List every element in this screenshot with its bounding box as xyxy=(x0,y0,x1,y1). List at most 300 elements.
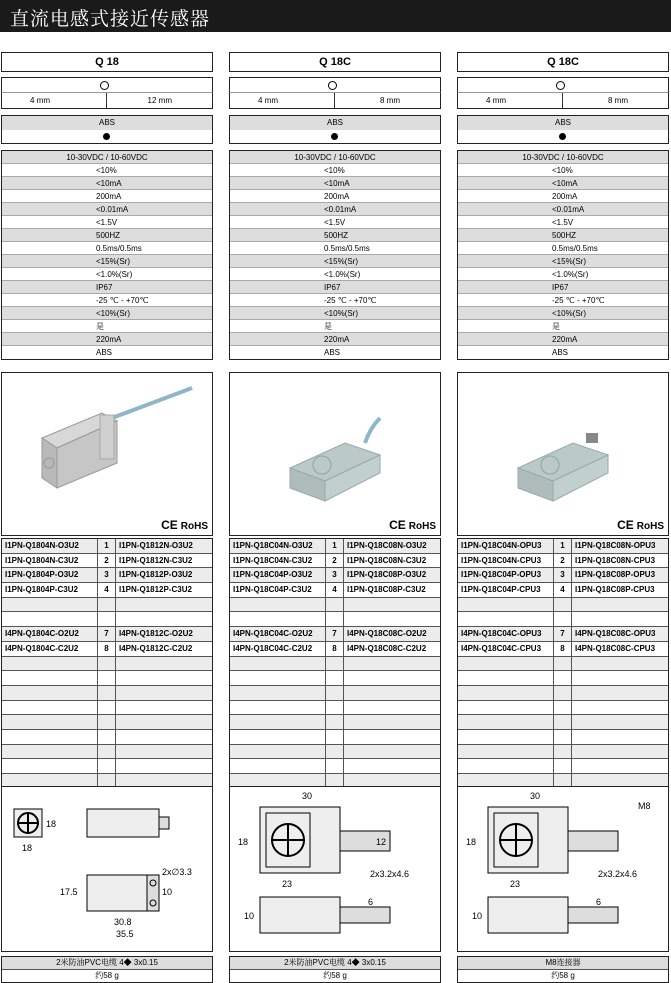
table-row xyxy=(230,568,440,583)
table-row xyxy=(458,642,668,657)
model-code-a: I1PN-Q1804P-O3U2 xyxy=(2,568,98,582)
model-code-a xyxy=(2,715,98,729)
ring-icon xyxy=(100,81,109,90)
weight: 约58 g xyxy=(551,971,575,980)
model-code-b: I4PN-Q18C08C-OPU3 xyxy=(575,629,656,639)
spec-row: <10% xyxy=(458,164,668,177)
model-code-b: I1PN-Q18C08P-C3U2 xyxy=(347,585,426,595)
model-table xyxy=(1,538,213,804)
spec-row: 500HZ xyxy=(230,229,440,242)
wiring-number xyxy=(326,686,344,700)
spec-row: 0.5ms/0.5ms xyxy=(230,242,440,255)
table-row xyxy=(230,642,440,657)
product-column xyxy=(457,0,669,982)
wiring-number: 2 xyxy=(98,554,116,568)
model-code-a: I4PN-Q18C04C-C2U2 xyxy=(230,642,326,656)
spec-row: 200mA xyxy=(458,190,668,203)
wiring-number: 1 xyxy=(326,539,344,553)
model-code-a xyxy=(2,686,98,700)
divider xyxy=(334,93,335,108)
spec-row: <1.0%(Sr) xyxy=(230,268,440,281)
drawing-q18c xyxy=(230,787,440,951)
table-row xyxy=(458,745,668,760)
model-code-a xyxy=(230,657,326,671)
sense-flush: 4 mm xyxy=(30,96,50,105)
model-code-a: I4PN-Q18C04C-OPU3 xyxy=(458,627,554,641)
spec-table xyxy=(229,150,441,360)
model-code-b xyxy=(572,671,668,685)
ring-icon xyxy=(328,81,337,90)
sense-nonflush: 12 mm xyxy=(147,96,172,105)
table-row xyxy=(2,627,212,642)
model-code-a: I1PN-Q1804P-C3U2 xyxy=(2,583,98,597)
table-row xyxy=(2,715,212,730)
dim-18: 18 xyxy=(238,837,249,847)
wiring-number xyxy=(326,759,344,773)
table-row xyxy=(458,759,668,774)
model-code-a: I4PN-Q18C04C-CPU3 xyxy=(458,642,554,656)
model-code-a: I1PN-Q18C04N-C3U2 xyxy=(230,554,326,568)
dim-12: 12 xyxy=(376,837,387,847)
wiring-number xyxy=(98,730,116,744)
spec-row: <1.5V xyxy=(2,216,212,229)
spec-row: <0.01mA xyxy=(230,203,440,216)
model-code-b xyxy=(344,715,440,729)
product-photo xyxy=(229,372,441,536)
model-code-b: I1PN-Q18C08P-O3U2 xyxy=(347,570,427,580)
spec-row: <15%(Sr) xyxy=(458,255,668,268)
divider xyxy=(106,93,107,108)
dim-18: 18 xyxy=(466,837,477,847)
table-row xyxy=(2,568,212,583)
spec-row: 500HZ xyxy=(2,229,212,242)
wiring-number xyxy=(554,612,572,626)
spec-row: -25 ℃ - +70℃ xyxy=(2,294,212,307)
wiring-number: 3 xyxy=(326,568,344,582)
model-code-b xyxy=(572,657,668,671)
model-code-b xyxy=(344,745,440,759)
ce-mark: CE xyxy=(389,518,406,532)
model-code-b xyxy=(116,759,212,773)
spec-row: IP67 xyxy=(458,281,668,294)
page-title: 直流电感式接近传感器 xyxy=(10,8,211,30)
spec-row: <10%(Sr) xyxy=(230,307,440,320)
rohs-label: RoHS xyxy=(180,521,208,532)
table-row xyxy=(230,598,440,613)
rohs-mark xyxy=(617,518,664,532)
wiring-number xyxy=(326,671,344,685)
model-code-a: I4PN-Q1804C-O2U2 xyxy=(2,627,98,641)
model-code-b: I1PN-Q18C08N-O3U2 xyxy=(347,541,427,550)
dim-35-5: 35.5 xyxy=(116,929,134,939)
model-code-b xyxy=(116,701,212,715)
table-row xyxy=(458,554,668,569)
wiring-number xyxy=(326,745,344,759)
dim-17-5: 17.5 xyxy=(60,887,78,897)
cable-info xyxy=(457,956,669,983)
wiring-number xyxy=(554,671,572,685)
weight: 约58 g xyxy=(323,971,347,980)
dim-10: 10 xyxy=(244,911,255,921)
dim-18-bottom: 18 xyxy=(22,843,33,853)
table-row xyxy=(458,730,668,745)
model-code-a xyxy=(458,745,554,759)
rohs-mark xyxy=(389,518,436,532)
dimension-drawing xyxy=(229,786,441,952)
table-row xyxy=(2,745,212,760)
spec-row: 200mA xyxy=(2,190,212,203)
dim-18-side: 18 xyxy=(46,819,57,829)
model-code-a xyxy=(2,745,98,759)
spec-row: 是 xyxy=(2,320,212,333)
model-code-b: I1PN-Q1812P-C3U2 xyxy=(119,585,192,595)
dim-6: 6 xyxy=(596,897,602,907)
table-row xyxy=(458,568,668,583)
model-code-b xyxy=(344,730,440,744)
table-row xyxy=(2,730,212,745)
sense-flush: 4 mm xyxy=(486,96,506,105)
model-table xyxy=(457,538,669,804)
model-table xyxy=(229,538,441,804)
rohs-mark xyxy=(161,518,208,532)
sense-nonflush: 8 mm xyxy=(380,96,400,105)
spec-row: <1.5V xyxy=(458,216,668,229)
wiring-number xyxy=(326,701,344,715)
spec-table xyxy=(1,150,213,360)
dim-2x3-2x4-6: 2x3.2x4.6 xyxy=(370,869,410,879)
spec-row: 是 xyxy=(230,320,440,333)
spec-row: <15%(Sr) xyxy=(230,255,440,268)
table-row xyxy=(458,583,668,598)
model-code-a xyxy=(458,657,554,671)
spec-row: <10% xyxy=(230,164,440,177)
dim-2x3-2x4-6: 2x3.2x4.6 xyxy=(598,869,638,879)
model-code-a xyxy=(230,671,326,685)
model-code-b xyxy=(344,657,440,671)
ce-mark: CE xyxy=(617,518,634,532)
spec-row: <1.0%(Sr) xyxy=(2,268,212,281)
model-code-a xyxy=(458,686,554,700)
model-code-b xyxy=(116,730,212,744)
model-code-b xyxy=(344,612,440,626)
sensing-distance-row xyxy=(1,92,213,109)
model-code-a xyxy=(2,671,98,685)
model-code-b xyxy=(572,715,668,729)
wiring-number: 1 xyxy=(554,539,572,553)
wiring-number xyxy=(326,730,344,744)
model-code-a: I1PN-Q1804N-O3U2 xyxy=(2,539,98,553)
sensor-photo-q18c xyxy=(230,373,440,513)
dim-m8: M8 xyxy=(638,801,651,811)
table-row xyxy=(458,539,668,554)
model-code-b xyxy=(116,612,212,626)
model-code-a: I1PN-Q1804N-C3U2 xyxy=(2,554,98,568)
model-code-a xyxy=(2,701,98,715)
model-title: Q 18C xyxy=(229,52,441,72)
wiring-number: 4 xyxy=(554,583,572,597)
model-code-b xyxy=(344,686,440,700)
spec-row: 220mA xyxy=(2,333,212,346)
model-code-b xyxy=(116,745,212,759)
model-code-b: I4PN-Q18C08C-CPU3 xyxy=(575,643,656,653)
wiring-number: 2 xyxy=(554,554,572,568)
table-row xyxy=(230,671,440,686)
ring-icon xyxy=(556,81,565,90)
model-code-a: I1PN-Q18C04P-C3U2 xyxy=(230,583,326,597)
spec-row: 10-30VDC / 10-60VDC xyxy=(458,151,668,164)
wiring-number xyxy=(98,715,116,729)
table-row xyxy=(230,701,440,716)
model-code-a: I4PN-Q18C04C-O2U2 xyxy=(230,627,326,641)
model-code-a xyxy=(230,715,326,729)
dimension-drawing xyxy=(457,786,669,952)
filled-dot-icon xyxy=(559,133,566,140)
model-code-b: I4PN-Q18C08C-O2U2 xyxy=(347,629,427,639)
table-row xyxy=(230,730,440,745)
wiring-number xyxy=(554,598,572,612)
wiring-number xyxy=(326,612,344,626)
spec-row: 500HZ xyxy=(458,229,668,242)
spec-row: IP67 xyxy=(230,281,440,294)
weight: 约58 g xyxy=(95,971,119,980)
wiring-number xyxy=(326,715,344,729)
table-row xyxy=(2,671,212,686)
dim-23: 23 xyxy=(282,879,293,889)
model-code-a xyxy=(230,598,326,612)
rohs-label: RoHS xyxy=(408,521,436,532)
spec-row: -25 ℃ - +70℃ xyxy=(230,294,440,307)
spec-row: ABS xyxy=(230,346,440,359)
table-row xyxy=(230,759,440,774)
spec-row: ABS xyxy=(2,346,212,359)
model-code-b xyxy=(344,598,440,612)
model-code-b xyxy=(572,686,668,700)
model-code-a xyxy=(458,612,554,626)
table-row xyxy=(230,686,440,701)
filled-dot-icon xyxy=(103,133,110,140)
wiring-number xyxy=(554,730,572,744)
model-code-b xyxy=(344,759,440,773)
model-code-a: I1PN-Q18C04N-O3U2 xyxy=(230,539,326,553)
spec-row: 200mA xyxy=(230,190,440,203)
cable-info xyxy=(229,956,441,983)
spec-table xyxy=(457,150,669,360)
housing-material: ABS xyxy=(1,115,213,131)
model-code-b: I1PN-Q1812N-C3U2 xyxy=(119,555,193,565)
drawing-q18c xyxy=(458,787,668,951)
model-code-a: I1PN-Q18C04N-CPU3 xyxy=(458,554,554,568)
model-code-a: I1PN-Q18C04P-CPU3 xyxy=(458,583,554,597)
wiring-number xyxy=(554,715,572,729)
dot-row xyxy=(229,130,441,144)
wiring-number xyxy=(98,745,116,759)
model-code-b xyxy=(116,686,212,700)
cable-spec: 2米防油PVC电缆 4◆ 3x0.15 xyxy=(230,957,440,970)
model-code-b xyxy=(116,715,212,729)
model-code-a xyxy=(230,686,326,700)
spec-row: <10mA xyxy=(2,177,212,190)
table-row xyxy=(2,759,212,774)
table-row xyxy=(2,686,212,701)
model-code-b: I1PN-Q18C08P-CPU3 xyxy=(575,585,655,595)
housing-material: ABS xyxy=(229,115,441,131)
wiring-number: 1 xyxy=(98,539,116,553)
dim-6: 6 xyxy=(368,897,374,907)
table-row xyxy=(2,539,212,554)
wiring-number xyxy=(98,759,116,773)
model-code-b xyxy=(572,598,668,612)
model-code-a xyxy=(458,701,554,715)
model-code-b xyxy=(116,657,212,671)
dim-10: 10 xyxy=(162,887,173,897)
model-code-b xyxy=(116,598,212,612)
spec-row: <15%(Sr) xyxy=(2,255,212,268)
table-row xyxy=(230,612,440,627)
spec-row: 220mA xyxy=(458,333,668,346)
wiring-number xyxy=(554,686,572,700)
model-code-b xyxy=(344,701,440,715)
spec-row: 是 xyxy=(458,320,668,333)
wiring-number xyxy=(554,759,572,773)
table-row xyxy=(458,701,668,716)
table-row xyxy=(458,715,668,730)
wiring-number xyxy=(98,598,116,612)
model-code-a: I4PN-Q1804C-C2U2 xyxy=(2,642,98,656)
model-code-a xyxy=(2,730,98,744)
spec-row: -25 ℃ - +70℃ xyxy=(458,294,668,307)
ring-row xyxy=(229,77,441,93)
spec-row: <10%(Sr) xyxy=(2,307,212,320)
table-row xyxy=(458,627,668,642)
model-code-a xyxy=(2,657,98,671)
table-row xyxy=(230,627,440,642)
sensing-distance-row xyxy=(457,92,669,109)
model-code-b: I1PN-Q18C08N-C3U2 xyxy=(347,555,427,565)
cable-info xyxy=(1,956,213,983)
wiring-number: 7 xyxy=(554,627,572,641)
wiring-number: 8 xyxy=(326,642,344,656)
table-row xyxy=(230,657,440,672)
model-code-b xyxy=(572,612,668,626)
model-code-b xyxy=(572,701,668,715)
table-row xyxy=(230,539,440,554)
model-code-a xyxy=(230,745,326,759)
wiring-number xyxy=(98,671,116,685)
wiring-number xyxy=(554,657,572,671)
model-code-a xyxy=(230,701,326,715)
model-code-b xyxy=(116,671,212,685)
wiring-number: 4 xyxy=(98,583,116,597)
spec-row: IP67 xyxy=(2,281,212,294)
wiring-number xyxy=(554,701,572,715)
spec-row: <0.01mA xyxy=(458,203,668,216)
spec-row: <1.0%(Sr) xyxy=(458,268,668,281)
wiring-number: 8 xyxy=(554,642,572,656)
sense-nonflush: 8 mm xyxy=(608,96,628,105)
model-code-a xyxy=(458,730,554,744)
model-code-a: I1PN-Q18C04P-O3U2 xyxy=(230,568,326,582)
wiring-number: 3 xyxy=(98,568,116,582)
ring-row xyxy=(1,77,213,93)
model-code-a xyxy=(230,759,326,773)
dim-2x3-3: 2x∅3.3 xyxy=(162,867,192,877)
wiring-number: 3 xyxy=(554,568,572,582)
model-code-b xyxy=(572,730,668,744)
spec-row: 10-30VDC / 10-60VDC xyxy=(230,151,440,164)
spec-row: 220mA xyxy=(230,333,440,346)
wiring-number: 7 xyxy=(326,627,344,641)
sense-flush: 4 mm xyxy=(258,96,278,105)
wiring-number xyxy=(98,657,116,671)
divider xyxy=(562,93,563,108)
cable-spec: M8连接器 xyxy=(458,957,668,970)
dot-row xyxy=(1,130,213,144)
wiring-number xyxy=(326,598,344,612)
wiring-number: 7 xyxy=(98,627,116,641)
wiring-number: 4 xyxy=(326,583,344,597)
model-code-a xyxy=(2,612,98,626)
sensor-photo-q18 xyxy=(2,373,212,513)
table-row xyxy=(2,583,212,598)
spec-row: <10mA xyxy=(458,177,668,190)
wiring-number: 8 xyxy=(98,642,116,656)
spec-row: <10%(Sr) xyxy=(458,307,668,320)
dim-23: 23 xyxy=(510,879,521,889)
model-title: Q 18 xyxy=(1,52,213,72)
ce-mark: CE xyxy=(161,518,178,532)
spec-row: 10-30VDC / 10-60VDC xyxy=(2,151,212,164)
model-code-a xyxy=(2,759,98,773)
model-code-a xyxy=(230,612,326,626)
table-row xyxy=(2,598,212,613)
table-row xyxy=(458,598,668,613)
model-code-b: I4PN-Q18C08C-C2U2 xyxy=(347,643,427,653)
cable-spec: 2米防油PVC电缆 4◆ 3x0.15 xyxy=(2,957,212,970)
spec-row: <10mA xyxy=(230,177,440,190)
model-code-b: I4PN-Q1812C-O2U2 xyxy=(119,629,193,639)
dim-30: 30 xyxy=(302,791,313,801)
model-code-a xyxy=(458,759,554,773)
product-photo xyxy=(457,372,669,536)
wiring-number xyxy=(554,745,572,759)
spec-row: <10% xyxy=(2,164,212,177)
housing-material: ABS xyxy=(457,115,669,131)
dim-30: 30 xyxy=(530,791,541,801)
table-row xyxy=(2,701,212,716)
table-row xyxy=(2,642,212,657)
product-column xyxy=(1,0,213,982)
dim-10: 10 xyxy=(472,911,483,921)
spec-row: <0.01mA xyxy=(2,203,212,216)
filled-dot-icon xyxy=(331,133,338,140)
model-code-b: I1PN-Q1812N-O3U2 xyxy=(119,541,193,550)
spec-row: 0.5ms/0.5ms xyxy=(2,242,212,255)
model-code-b: I1PN-Q18C08P-OPU3 xyxy=(575,570,656,580)
model-code-a xyxy=(230,730,326,744)
sensing-distance-row xyxy=(229,92,441,109)
table-row xyxy=(230,715,440,730)
model-code-b xyxy=(572,759,668,773)
dimension-drawing xyxy=(1,786,213,952)
product-column xyxy=(229,0,441,982)
model-code-a xyxy=(2,598,98,612)
table-row xyxy=(230,583,440,598)
model-code-a: I1PN-Q18C04N-OPU3 xyxy=(458,539,554,553)
model-code-b xyxy=(572,745,668,759)
spec-row: <1.5V xyxy=(230,216,440,229)
dim-30-8: 30.8 xyxy=(114,917,132,927)
table-row xyxy=(230,554,440,569)
